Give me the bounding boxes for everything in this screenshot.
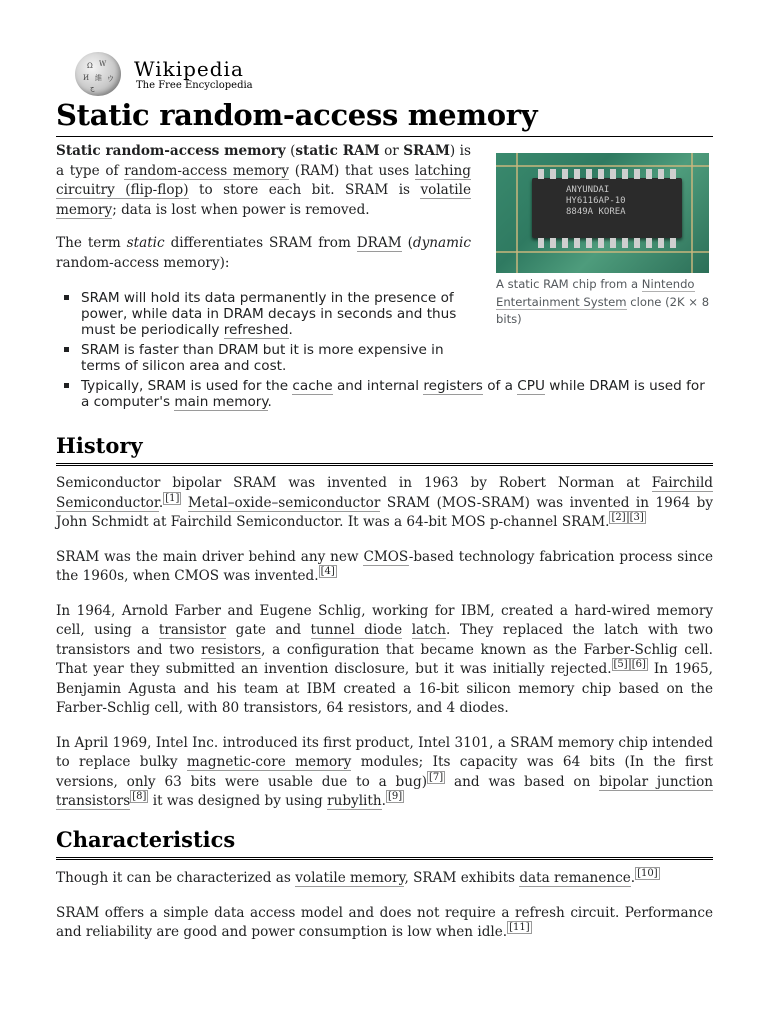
text: SRAM is faster than DRAM but it is more expensive in terms of silicon area and cost. <box>81 342 444 374</box>
text: In April 1969, Intel Inc. introduced its first product, Intel 3101, a SRAM memory chip intended to replace bulky <box>56 734 713 770</box>
characteristics-paragraph <box>56 904 713 943</box>
link-fairchild-semiconductor[interactable]: Fairchild Semiconductor <box>56 475 713 511</box>
text <box>402 622 412 638</box>
text: to store each bit. SRAM is <box>188 182 421 198</box>
link-bipolar-junction-transistors[interactable]: bipolar junction transistors <box>56 773 714 809</box>
section-heading-characteristics: Characteristics <box>56 826 713 860</box>
link-main-memory[interactable]: main memory <box>174 394 268 410</box>
chip-pin <box>646 238 652 248</box>
citation[interactable]: [4] <box>320 566 335 577</box>
text: In 1965, Benjamin Agusta and his team at IBM created a 16-bit silicon memory chip based on the Farber-Schlig cell, with 80 transistors, 64 resistors, and 4 diodes. <box>56 661 713 716</box>
chip-pin <box>550 238 556 248</box>
text: clone (2K × 8 bits) <box>496 294 710 326</box>
chip-pin <box>598 169 604 179</box>
text: and internal <box>332 378 424 394</box>
text: random-access memory): <box>56 254 230 271</box>
history-paragraph <box>56 602 713 719</box>
citation[interactable]: [1] <box>165 492 180 504</box>
link-refreshed[interactable]: refreshed <box>223 322 289 338</box>
bold-term: Static random-access memory <box>56 143 286 159</box>
text: . <box>630 870 636 886</box>
text: SRAM was the main driver behind any new <box>56 548 364 565</box>
link-transistor[interactable]: transistor <box>158 622 227 638</box>
text: Typically, SRAM is used for the <box>81 378 293 394</box>
chip-package <box>532 178 682 238</box>
text: The term <box>56 235 127 251</box>
text: -based technology fabrication process since the 1960s, when CMOS was invented. <box>56 548 713 584</box>
chip-marking: 8849A KOREA <box>566 207 626 217</box>
chip-pin <box>658 238 664 248</box>
link-registers[interactable]: registers <box>423 378 483 394</box>
link-cpu[interactable]: CPU <box>517 378 545 394</box>
chip-pin <box>574 238 580 248</box>
text: . <box>288 322 293 338</box>
text: (RAM) that uses <box>289 162 415 179</box>
link-rubylith[interactable]: rubylith <box>327 793 382 809</box>
link-volatile-memory[interactable]: volatile memory <box>295 870 405 886</box>
lead-paragraph <box>56 234 471 273</box>
chip-pin <box>622 238 628 248</box>
chip-pin <box>646 169 652 179</box>
citation[interactable]: [5] <box>613 659 628 670</box>
text: SRAM offers a simple data access model and does not require a refresh circuit. Performance and reliability are good and power consumption is low when idle. <box>56 904 713 940</box>
citation[interactable]: [6] <box>631 659 646 670</box>
text: differentiates SRAM from <box>164 235 357 251</box>
wordmark-tagline: The Free Encyclopedia <box>136 80 253 91</box>
text: ( <box>401 235 413 251</box>
link-metal-oxide-semiconductor[interactable]: Metal–oxide–semiconductor <box>187 494 381 511</box>
text: while DRAM is used for a computer's <box>81 378 705 410</box>
chip-pin <box>586 169 592 179</box>
chip-pin <box>670 238 676 248</box>
history-paragraph <box>56 474 713 533</box>
italic-term: dynamic <box>412 235 472 251</box>
text: . <box>381 793 386 809</box>
lead-paragraph <box>56 142 471 220</box>
citation[interactable]: [10] <box>637 868 658 879</box>
link-latching-circuitry[interactable]: latching circuitry (flip-flop) <box>56 162 471 198</box>
chip-pin <box>562 238 568 248</box>
chip-pin <box>538 169 544 179</box>
history-paragraph <box>56 734 713 812</box>
link-volatile-memory[interactable]: volatile memory <box>56 182 471 218</box>
lead-section <box>56 142 471 287</box>
chip-pin <box>562 169 568 179</box>
chip-marking: HY6116AP-10 <box>566 196 626 206</box>
citation[interactable]: [3] <box>629 512 644 523</box>
text: ; data is lost when power is removed. <box>112 201 370 218</box>
text: . <box>158 494 164 511</box>
text: and was based on <box>445 773 600 790</box>
wordmark: Wikipedia <box>134 57 244 81</box>
text: or <box>379 143 404 159</box>
wikipedia-logo[interactable] <box>75 52 275 98</box>
text: it was designed by using <box>148 793 328 809</box>
text: gate and <box>226 622 311 638</box>
bold-term: SRAM <box>403 143 450 159</box>
link-dram[interactable]: DRAM <box>356 235 402 251</box>
history-paragraph <box>56 548 713 587</box>
list-item <box>56 378 713 410</box>
chip-pin <box>610 238 616 248</box>
chip-pin <box>622 169 628 179</box>
chip-pin <box>634 238 640 248</box>
text: Though it can be characterized as <box>56 870 296 886</box>
link-tunnel-diode[interactable]: tunnel diode <box>310 622 403 638</box>
bold-term: static RAM <box>295 143 380 159</box>
text: ) is a type of <box>56 143 471 179</box>
text: ( <box>285 143 296 159</box>
chip-pin <box>586 238 592 248</box>
chip-pin <box>658 169 664 179</box>
list-item <box>56 342 471 374</box>
section-heading-history: History <box>56 432 713 466</box>
chip-pin <box>634 169 640 179</box>
chip-pin <box>610 169 616 179</box>
link-resistors[interactable]: resistors <box>201 641 262 658</box>
text: SRAM (MOS-SRAM) was invented in 1964 by John Schmidt at Fairchild Semiconductor. It was a 64-bit MOS p-channel SRAM. <box>56 494 713 530</box>
text: A static RAM chip from a <box>496 277 642 291</box>
citation[interactable]: [7] <box>429 771 444 783</box>
text: , a configuration that became known as the Farber-Schlig cell. That year they submitted an invention disclosure, but it was initially rejected. <box>56 641 713 677</box>
link-random-access-memory[interactable]: random-access memory <box>124 162 290 179</box>
text: . <box>267 394 272 410</box>
list-item <box>56 290 471 338</box>
link-cmos[interactable]: CMOS <box>363 548 409 565</box>
chip-pin <box>670 169 676 179</box>
italic-term: static <box>126 235 165 251</box>
chip-pin <box>574 169 580 179</box>
text: , SRAM exhibits <box>404 870 520 886</box>
text: modules; Its capacity was 64 bits (In the first versions, only 63 bits were usable due to a bug) <box>56 754 713 790</box>
citation[interactable]: [9] <box>387 791 403 802</box>
text: of a <box>482 378 518 394</box>
chip-marking: ANYUNDAI <box>566 185 610 195</box>
link-cache[interactable]: cache <box>292 378 333 394</box>
text: SRAM will hold its data permanently in the presence of power, while data in DRAM decays in seconds and thus must be periodically <box>81 290 457 338</box>
text: In 1964, Arnold Farber and Eugene Schlig, working for IBM, created a hard-wired memory cell, using a <box>56 602 713 638</box>
link-latch[interactable]: latch <box>411 622 446 638</box>
link-nintendo-entertainment-system[interactable]: Nintendo Entertainment System <box>496 277 695 309</box>
characteristics-section <box>56 869 713 958</box>
page-title: Static random-access memory <box>56 96 713 137</box>
sram-chip-image[interactable] <box>496 153 709 273</box>
link-magnetic-core-memory[interactable]: magnetic-core memory <box>186 754 352 770</box>
bullet-list <box>56 290 713 414</box>
citation[interactable]: [11] <box>509 922 530 933</box>
citation[interactable]: [2] <box>611 512 626 523</box>
history-section <box>56 474 713 827</box>
citation[interactable]: [8] <box>132 791 147 802</box>
chip-pin <box>538 238 544 248</box>
text: Semiconductor bipolar SRAM was invented in 1963 by Robert Norman at <box>56 475 652 491</box>
chip-pin <box>598 238 604 248</box>
puzzle-globe-icon: Ω W И 維 ウ ج <box>75 52 121 96</box>
link-data-remanence[interactable]: data remanence <box>519 870 631 886</box>
chip-pin <box>550 169 556 179</box>
text: . They replaced the latch with two transistors and two <box>56 622 714 658</box>
characteristics-paragraph <box>56 869 713 889</box>
